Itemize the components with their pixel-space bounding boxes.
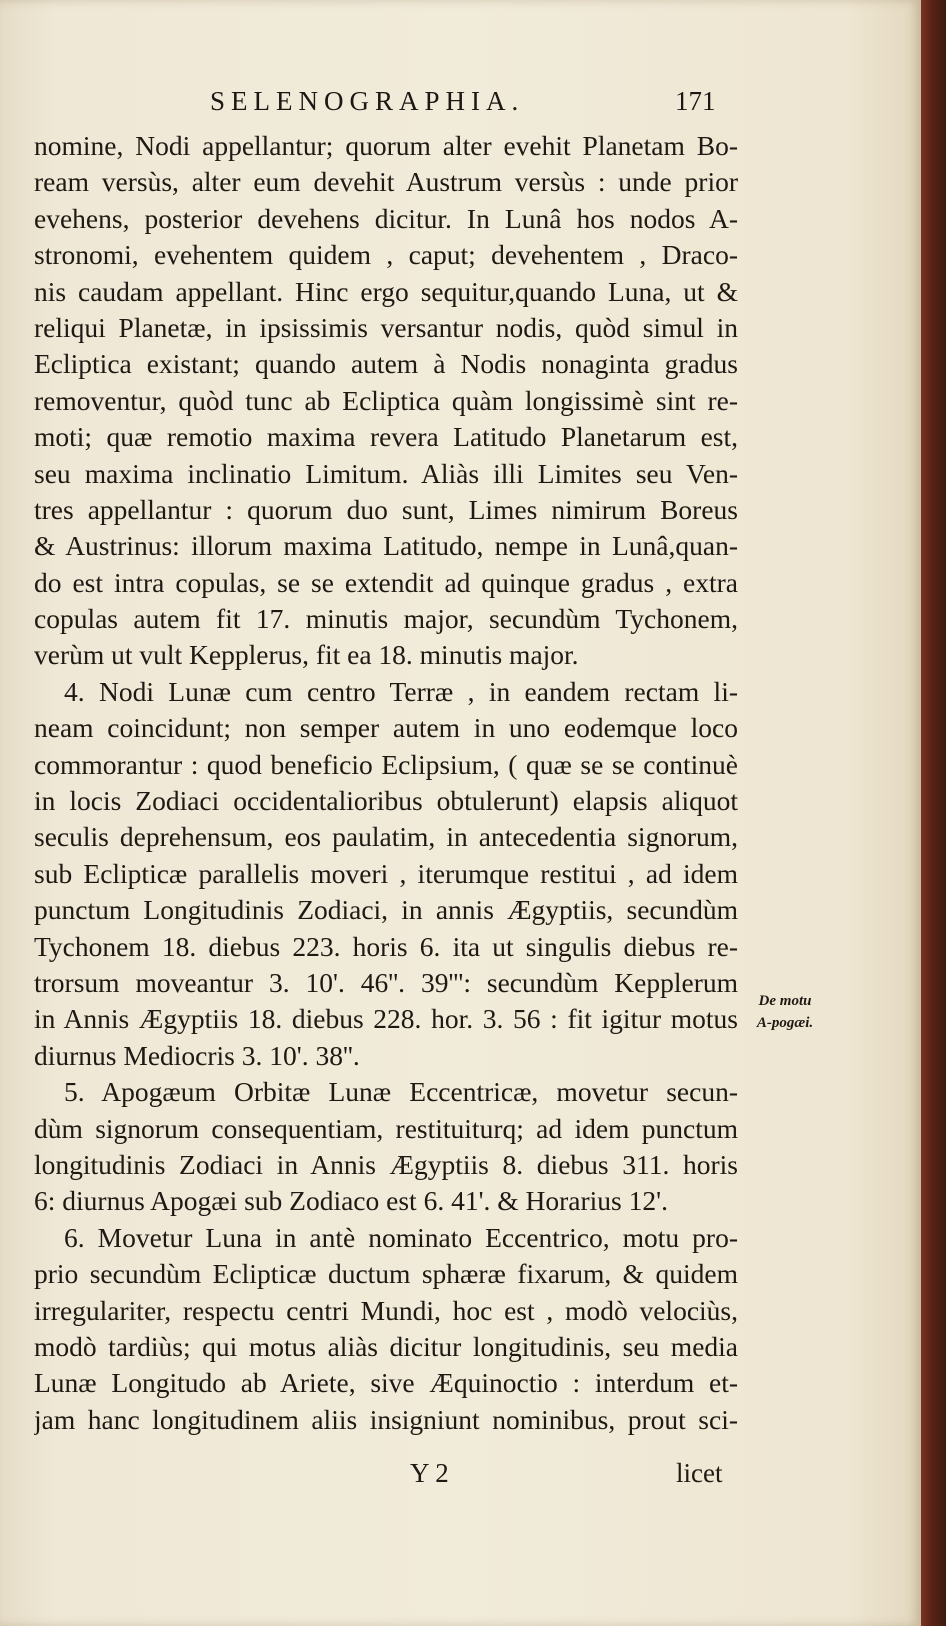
text-line: trorsum moveantur 3. 10'. 46''. 39''': secundùm Kepplerum — [34, 966, 738, 998]
text-line: longitudinis Zodiaci in Annis Ægyptiis 8. diebus 311. horis — [34, 1148, 738, 1180]
text-line: sub Eclipticæ parallelis moveri , iterumque restitui , ad idem — [34, 857, 738, 889]
text-line: Tychonem 18. diebus 223. horis 6. ita ut singulis diebus re- — [34, 930, 738, 962]
text-line: in Annis Ægyptiis 18. diebus 228. hor. 3. 56 : fit igitur motus — [34, 1003, 738, 1035]
text-line: ream versùs, alter eum devehit Austrum versùs : unde prior — [34, 166, 738, 198]
text-line: evehens, posterior devehens dicitur. In Lunâ hos nodos A- — [34, 202, 738, 234]
marginal-note: De motu A-pogæi. — [756, 993, 814, 1031]
text-line: nomine, Nodi appellantur; quorum alter evehit Planetam Bo- — [34, 130, 738, 161]
signature-mark: Y 2 — [410, 1458, 449, 1488]
text-line: do est intra copulas, se se extendit ad quinque gradus , extra — [34, 566, 738, 598]
text-line: punctum Longitudinis Zodiaci, in annis Ægyptiis, secundùm — [34, 894, 738, 926]
text-line: nis caudam appellant. Hinc ergo sequitur,quando Luna, ut & — [34, 275, 738, 307]
text-line: stronomi, evehentem quidem , caput; devehentem , Draco- — [34, 239, 738, 271]
text-line: seculis deprehensum, eos paulatim, in antecedentia signorum, — [34, 821, 738, 853]
text-line: diurnus Mediocris 3. 10'. 38''. — [34, 1039, 360, 1071]
text-line: Lunæ Longitudo ab Ariete, sive Æquinoctio : interdum et- — [34, 1367, 738, 1399]
text-line: reliqui Planetæ, in ipsissimis versantur nodis, quòd simul in — [34, 311, 738, 343]
book-cover-edge — [921, 0, 946, 1626]
body-text — [34, 128, 738, 1438]
text-line: dùm signorum consequentiam, restituiturq; ad idem punctum — [34, 1112, 738, 1144]
text-line: modò tardiùs; qui motus aliàs dicitur longitudinis, seu media — [34, 1330, 738, 1362]
page-number: 171 — [675, 86, 716, 116]
text-line: prio secundùm Eclipticæ ductum sphæræ fixarum, & quidem — [34, 1258, 738, 1290]
page-footer — [0, 1458, 921, 1498]
page-header — [0, 86, 921, 126]
text-line: irregulariter, respectu centri Mundi, hoc est , modò velociùs, — [34, 1294, 738, 1326]
text-line: tres appellantur : quorum duo sunt, Limes nimirum Boreus — [34, 493, 738, 525]
text-line: commorantur : quod beneficio Eclipsium, ( quæ se se continuè — [34, 748, 738, 780]
running-title: SELENOGRAPHIA. — [210, 86, 525, 116]
text-line: copulas autem fit 17. minutis major, secundùm Tychonem, — [34, 603, 738, 635]
text-line: moti; quæ remotio maxima revera Latitudo Planetarum est, — [34, 421, 738, 453]
text-line: Ecliptica existant; quando autem à Nodis nonaginta gradus — [34, 348, 738, 380]
text-line: jam hanc longitudinem aliis insigniunt nominibus, prout sci- — [34, 1403, 738, 1435]
catchword: licet — [676, 1458, 723, 1488]
text-line: seu maxima inclinatio Limitum. Aliàs illi Limites seu Ven- — [34, 457, 738, 489]
text-line: in locis Zodiaci occidentalioribus obtulerunt) elapsis aliquot — [34, 785, 738, 817]
text-line: removentur, quòd tunc ab Ecliptica quàm longissimè sint re- — [34, 384, 738, 416]
text-line: & Austrinus: illorum maxima Latitudo, nempe in Lunâ,quan- — [34, 530, 738, 562]
text-line: 6: diurnus Apogæi sub Zodiaco est 6. 41'. & Horarius 12'. — [34, 1185, 668, 1217]
text-line: 4. Nodi Lunæ cum centro Terræ , in eandem rectam li- — [64, 675, 738, 707]
text-line: verùm ut vult Kepplerus, fit ea 18. minutis major. — [34, 639, 579, 671]
text-line: neam coincidunt; non semper autem in uno eodemque loco — [34, 712, 738, 744]
text-line: 5. Apogæum Orbitæ Lunæ Eccentricæ, movetur secun- — [64, 1076, 738, 1108]
text-line: 6. Movetur Luna in antè nominato Eccentrico, motu pro- — [64, 1221, 738, 1253]
